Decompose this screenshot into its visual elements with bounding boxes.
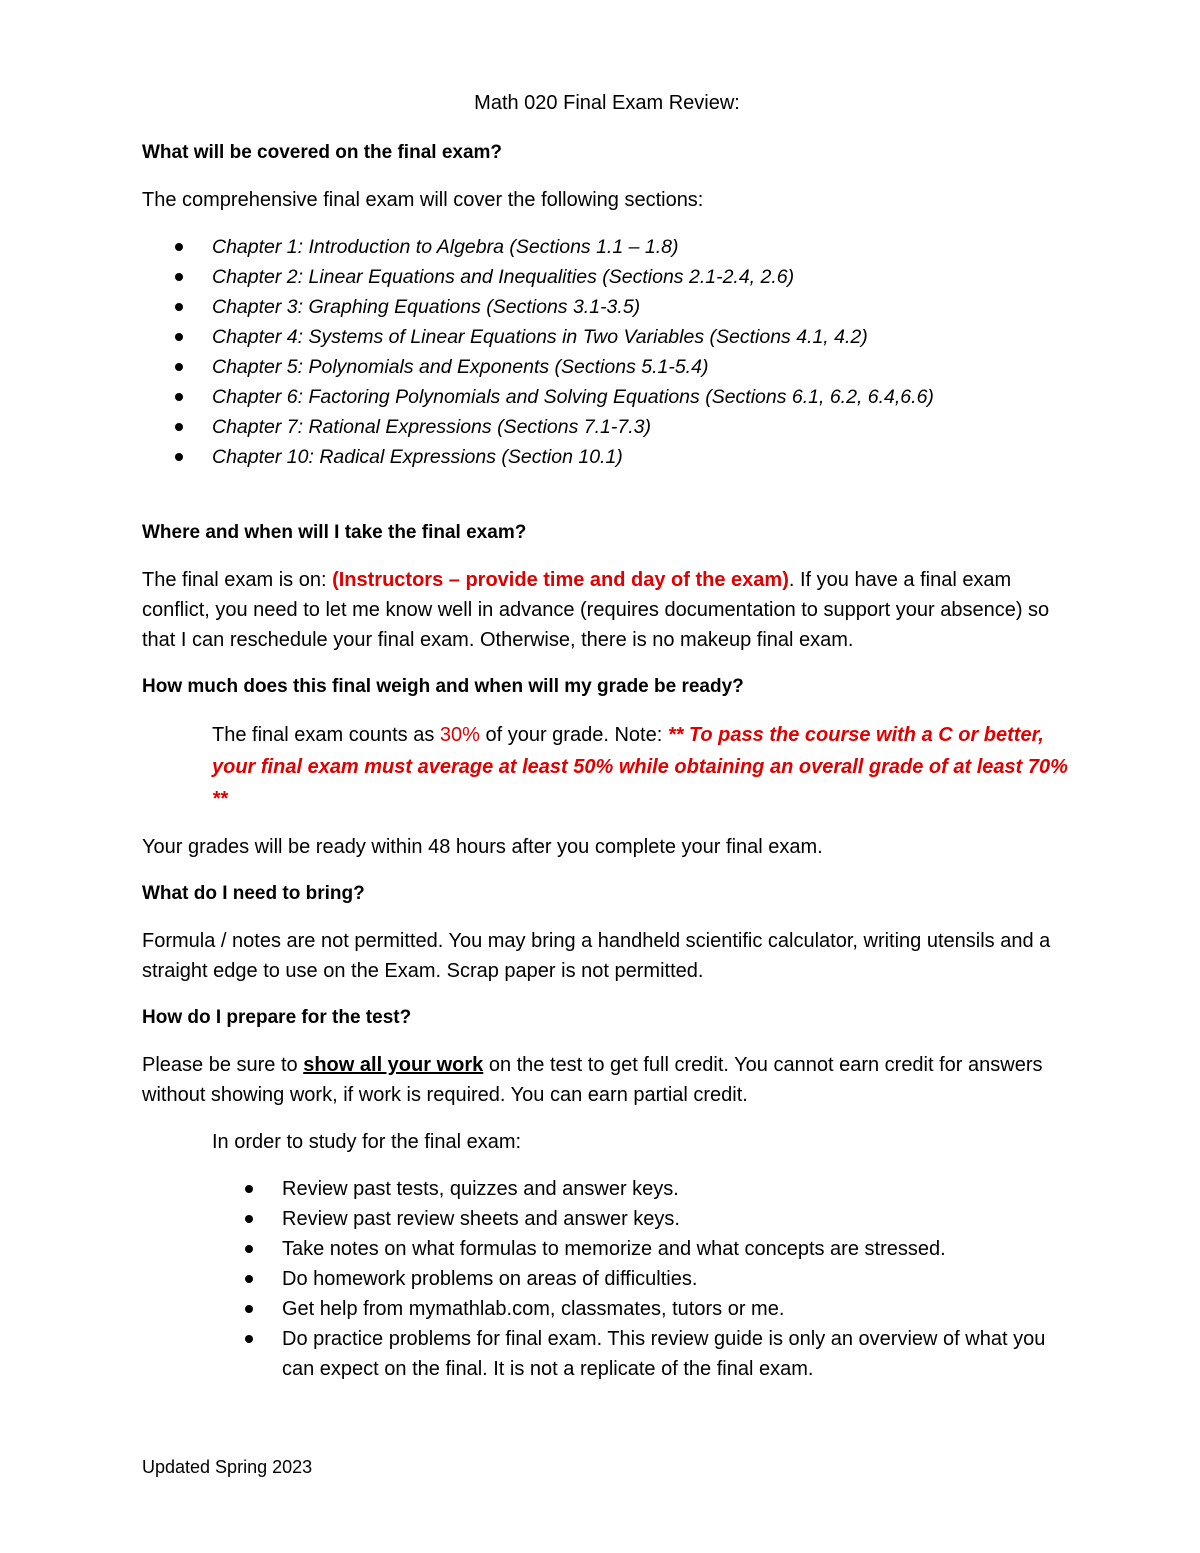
heading-where-when: Where and when will I take the final exam?: [142, 522, 527, 543]
passing-note: ** To pass the course with a C or better, your final exam must average at least 50% while obtaining an overall grade of at least 70% **: [212, 724, 1068, 810]
coverage-intro: The comprehensive final exam will cover the following sections:: [142, 189, 704, 211]
list-item: Review past review sheets and answer keys.: [212, 1204, 1072, 1234]
study-intro: In order to study for the final exam:: [212, 1131, 522, 1153]
list-item: Review past tests, quizzes and answer keys.: [212, 1174, 1072, 1204]
heading-coverage: What will be covered on the final exam?: [142, 142, 503, 163]
list-item: Chapter 7: Rational Expressions (Sections 7.1-7.3): [142, 412, 1072, 442]
weight-mid: of your grade. Note:: [479, 724, 668, 746]
list-item: Chapter 5: Polynomials and Exponents (Sections 5.1-5.4): [142, 352, 1072, 382]
instructor-placeholder: (Instructors – provide time and day of the exam): [332, 569, 789, 591]
list-item: Take notes on what formulas to memorize and what concepts are stressed.: [212, 1234, 1072, 1264]
document-page: [142, 88, 1072, 1384]
exam-date-start: The final exam is on:: [142, 569, 333, 591]
list-item: Chapter 4: Systems of Linear Equations in Two Variables (Sections 4.1, 4.2): [142, 322, 1072, 352]
show-work-emphasis: show all your work: [303, 1054, 484, 1076]
list-item: Get help from mymathlab.com, classmates, tutors or me.: [212, 1294, 1072, 1324]
list-item: Chapter 10: Radical Expressions (Section 10.1): [142, 442, 1072, 472]
list-item: Chapter 2: Linear Equations and Inequalities (Sections 2.1-2.4, 2.6): [142, 262, 1072, 292]
show-work-start: Please be sure to: [142, 1054, 304, 1076]
heading-prepare: How do I prepare for the test?: [142, 1007, 412, 1028]
page-footer: Updated Spring 2023: [142, 1457, 313, 1477]
heading-weight: How much does this final weigh and when will my grade be ready?: [142, 676, 744, 697]
weight-start: The final exam counts as: [212, 724, 440, 746]
list-item: Do practice problems for final exam. This review guide is only an overview of what you can expect on the final. It is not a replicate of the final exam.: [212, 1324, 1072, 1384]
list-item: Do homework problems on areas of difficulties.: [212, 1264, 1072, 1294]
weight-percent: 30%: [439, 724, 480, 746]
list-item: Chapter 1: Introduction to Algebra (Sections 1.1 – 1.8): [142, 232, 1072, 262]
exam-date-paragraph: [142, 565, 1072, 655]
bring-paragraph: Formula / notes are not permitted. You may bring a handheld scientific calculator, writing utensils and a straight edge to use on the Exam. Scrap paper is not permitted.: [142, 930, 1051, 982]
study-list: [212, 1174, 1072, 1384]
weight-paragraph: [212, 719, 1072, 815]
grades-ready: Your grades will be ready within 48 hours after you complete your final exam.: [142, 836, 823, 858]
list-item: Chapter 6: Factoring Polynomials and Solving Equations (Sections 6.1, 6.2, 6.4,6.6): [142, 382, 1072, 412]
exam-date-end: . If you have a final exam conflict, you need to let me know well in advance (requires documentation to support your absence) so that I can reschedule your final exam. Otherwise, there is no makeup final exam.: [142, 569, 1050, 651]
list-item: Chapter 3: Graphing Equations (Sections 3.1-3.5): [142, 292, 1072, 322]
show-work-paragraph: [142, 1050, 1072, 1110]
show-work-end: on the test to get full credit. You cannot earn credit for answers without showing work, if work is required. You can earn partial credit.: [142, 1054, 1043, 1106]
chapter-list: [142, 232, 1072, 472]
heading-bring: What do I need to bring?: [142, 883, 365, 904]
document-title: Math 020 Final Exam Review:: [474, 92, 740, 114]
